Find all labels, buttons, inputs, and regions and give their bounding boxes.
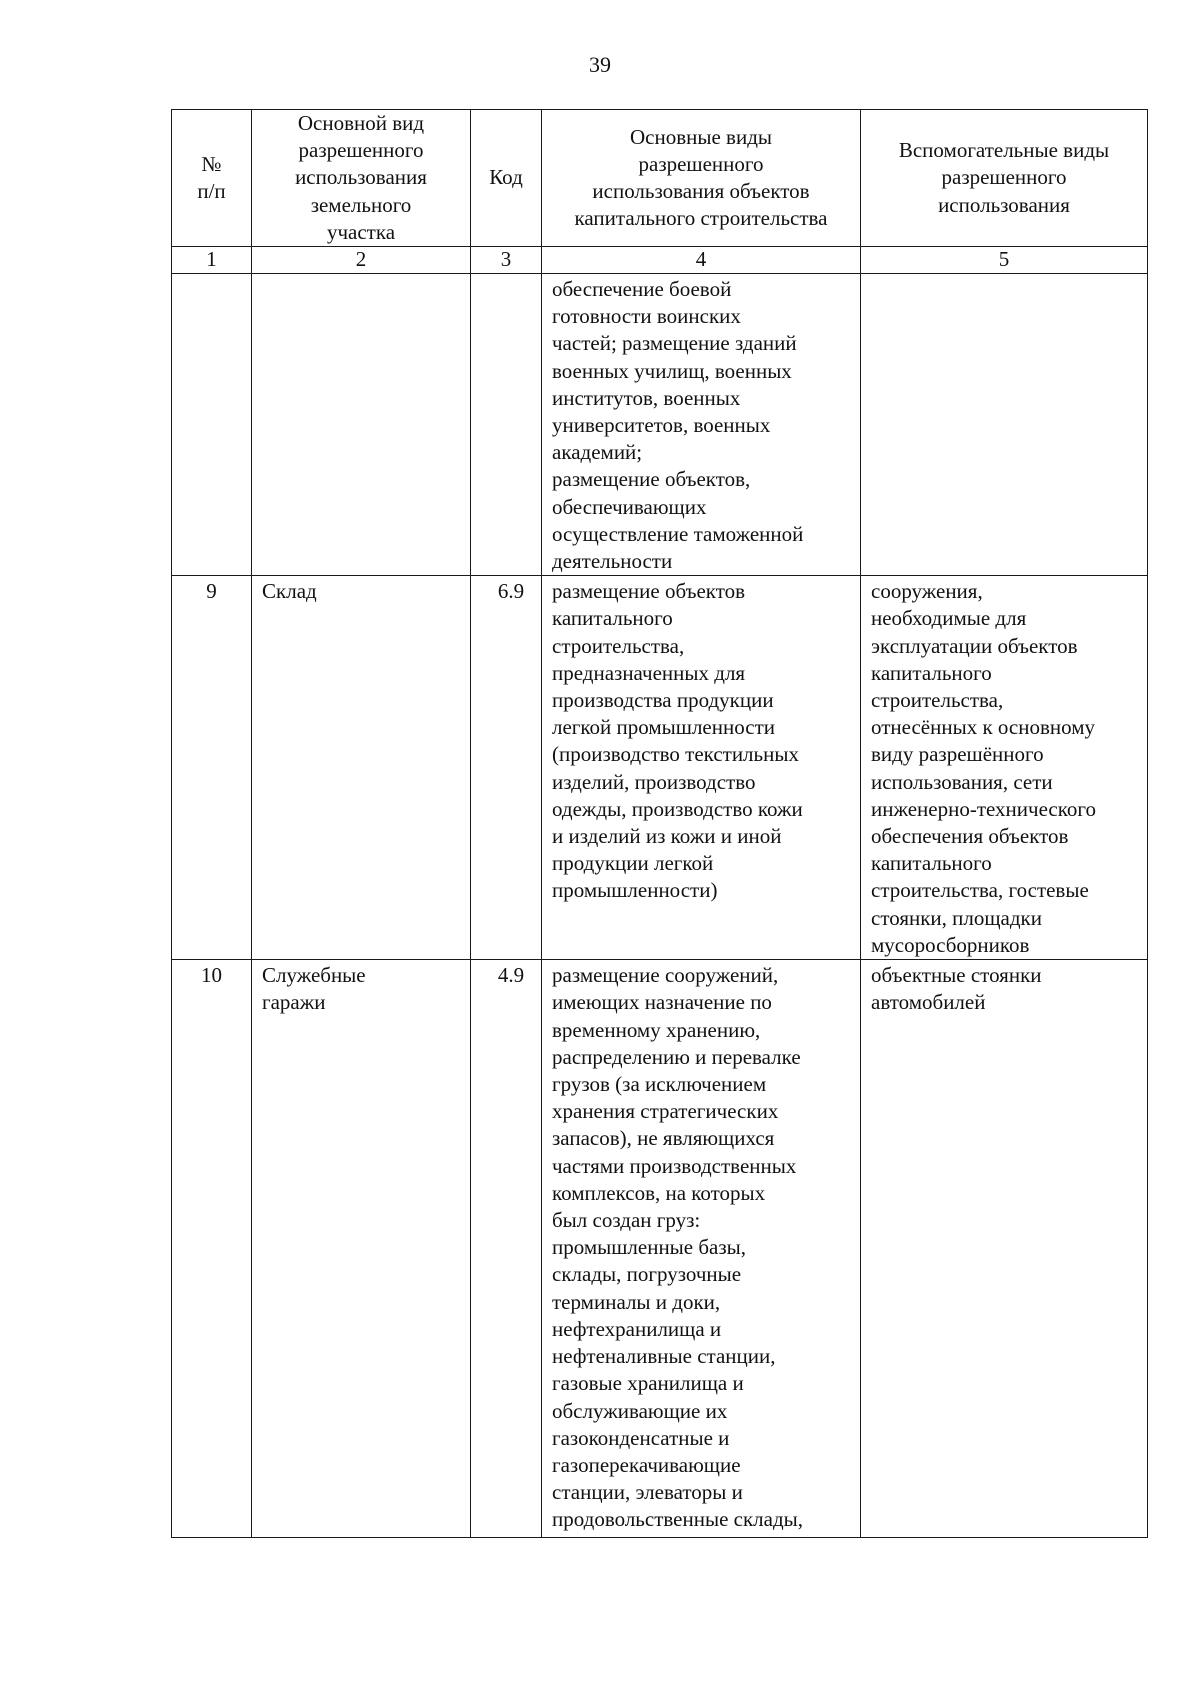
auxiliary-uses-cell: сооружения, необходимые для эксплуатации объектов капитального строительства, отнесённых к основному виду разрешённого использования, сети инженерно-технического обеспечения объектов капитального строительства, гостевые стоянки, площадки мусоросборников — [861, 576, 1148, 960]
main-uses-cell: размещение сооружений, имеющих назначение по временному хранению, распределению и перевалке грузов (за исключением хранения стратегических запасов), не являющихся частями производственных комплексов, на которых был создан груз: промышленные базы, склады, погрузочные терминалы и доки, нефтехранилища и нефтеналивные станции, газовые хранилища и обслуживающие их газоконденсатные и газоперекачивающие станции, элеваторы и продовольственные склады, — [542, 960, 861, 1538]
land-use-type-cell: Служебные гаражи — [252, 960, 471, 1538]
main-uses-cell: обеспечение боевой готовности воинских частей; размещение зданий военных училищ, военных институтов, военных университетов, военных академий; размещение объектов, обеспечивающих осуществление таможенной деятельности — [542, 274, 861, 576]
column-number: 4 — [542, 247, 861, 274]
row-number-cell: 9 — [172, 576, 252, 960]
header-main-uses: Основные виды разрешенного использования объектов капитального строительства — [542, 110, 861, 247]
column-number: 5 — [861, 247, 1148, 274]
table-row — [172, 274, 1148, 576]
header-auxiliary-uses: Вспомогательные виды разрешенного использования — [861, 110, 1148, 247]
header-code: Код — [471, 110, 542, 247]
row-number-cell — [172, 274, 252, 576]
land-use-table — [171, 109, 1148, 1538]
code-cell — [471, 274, 542, 576]
header-number: № п/п — [172, 110, 252, 247]
land-use-type-cell: Склад — [252, 576, 471, 960]
code-cell: 6.9 — [471, 576, 542, 960]
land-use-type-cell — [252, 274, 471, 576]
column-number-row — [172, 247, 1148, 274]
main-uses-cell: размещение объектов капитального строительства, предназначенных для производства продукции легкой промышленности (производство текстильных изделий, производство одежды, производство кожи и изделий из кожи и иной продукции легкой промышленности) — [542, 576, 861, 960]
table-header-row — [172, 110, 1148, 247]
column-number: 2 — [252, 247, 471, 274]
table-row — [172, 960, 1148, 1538]
column-number: 3 — [471, 247, 542, 274]
auxiliary-uses-cell — [861, 274, 1148, 576]
code-cell: 4.9 — [471, 960, 542, 1538]
header-land-use-type: Основной вид разрешенного использования земельного участка — [252, 110, 471, 247]
page-number: 39 — [589, 52, 611, 77]
column-number: 1 — [172, 247, 252, 274]
row-number-cell: 10 — [172, 960, 252, 1538]
table-row — [172, 576, 1148, 960]
auxiliary-uses-cell: объектные стоянки автомобилей — [861, 960, 1148, 1538]
